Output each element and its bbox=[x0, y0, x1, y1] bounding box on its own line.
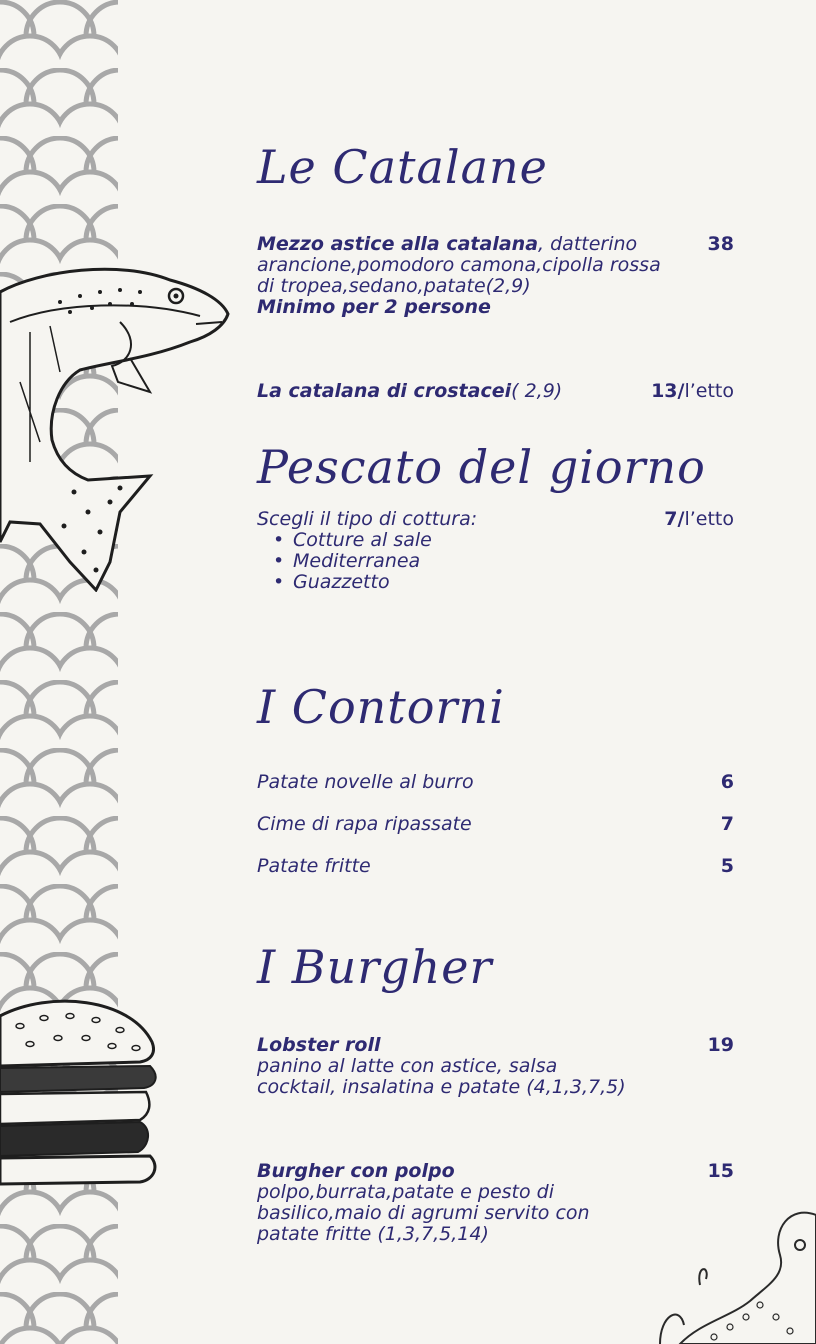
section-title-catalane: Le Catalane bbox=[257, 140, 548, 194]
fish-illustration bbox=[0, 262, 235, 592]
burger-illustration bbox=[0, 996, 165, 1186]
list-item: • Cotture al sale bbox=[273, 530, 734, 551]
menu-item-burgher-polpo bbox=[257, 1161, 734, 1245]
menu-item-patate-fritte bbox=[257, 856, 734, 877]
item-description: polpo,burrata,patate e pesto di basilico,maio di agrumi servito con patate fritte (1,3,7,5,14) bbox=[257, 1181, 590, 1245]
menu-item-mezzo-astice bbox=[257, 234, 734, 318]
item-price: 7/l’etto bbox=[664, 508, 734, 530]
item-note: Minimo per 2 persone bbox=[257, 296, 491, 318]
section-title-contorni: I Contorni bbox=[257, 680, 505, 734]
menu-item-pescato bbox=[257, 509, 734, 593]
item-description: Scegli il tipo di cottura: bbox=[257, 508, 478, 530]
item-name: La catalana di crostacei bbox=[257, 380, 512, 402]
item-name: Patate fritte bbox=[257, 855, 371, 877]
item-description: panino al latte con astice, salsa cocktail, insalatina e patate (4,1,3,7,5) bbox=[257, 1055, 626, 1098]
list-item: • Guazzetto bbox=[273, 572, 734, 593]
menu-item-catalana-crostacei bbox=[257, 381, 734, 402]
item-name: Burgher con polpo bbox=[257, 1160, 455, 1182]
item-name: Mezzo astice alla catalana bbox=[257, 233, 539, 255]
section-title-pescato: Pescato del giorno bbox=[257, 440, 706, 494]
cooking-options-list bbox=[257, 530, 734, 593]
price-unit: l’etto bbox=[684, 508, 734, 530]
item-description: , datterino arancione,pomodoro camona,cipolla rossa di tropea,sedano,patate(2,9) bbox=[257, 233, 661, 297]
item-price: 5 bbox=[720, 855, 734, 877]
item-price: 6 bbox=[720, 771, 734, 793]
item-price: 13/l’etto bbox=[651, 380, 734, 402]
item-name: Lobster roll bbox=[257, 1034, 381, 1056]
list-item: • Mediterranea bbox=[273, 551, 734, 572]
item-name: Patate novelle al burro bbox=[257, 771, 474, 793]
item-name: Cime di rapa ripassate bbox=[257, 813, 472, 835]
item-price: 7 bbox=[720, 813, 734, 835]
item-price: 19 bbox=[707, 1034, 734, 1056]
item-price: 15 bbox=[707, 1160, 734, 1182]
menu-item-lobster-roll bbox=[257, 1035, 734, 1098]
item-price: 38 bbox=[707, 233, 734, 255]
menu-item-cime-di-rapa bbox=[257, 814, 734, 835]
price-unit: l’etto bbox=[684, 380, 734, 402]
menu-item-patate-novelle bbox=[257, 772, 734, 793]
section-title-burgher: I Burgher bbox=[257, 940, 493, 994]
item-description: ( 2,9) bbox=[511, 380, 563, 402]
